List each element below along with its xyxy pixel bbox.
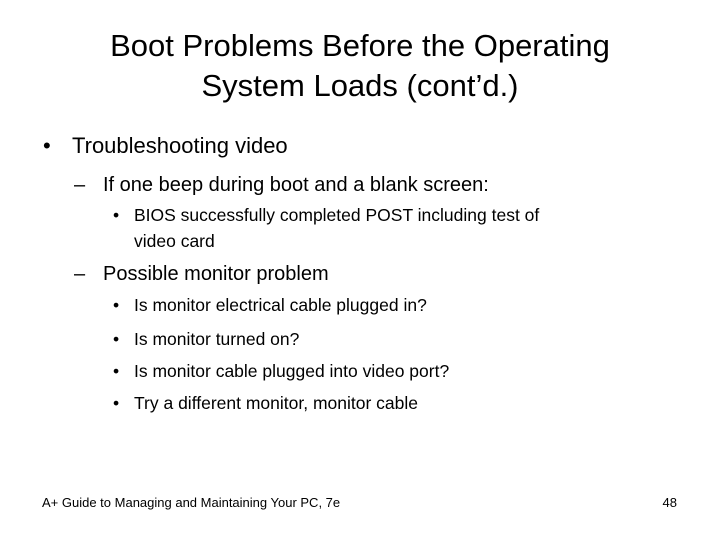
bullet-icon: •: [113, 205, 120, 225]
bullet-icon: •: [113, 295, 120, 315]
slide-title-line-1: Boot Problems Before the Operating: [110, 28, 610, 63]
detail-video-port: Is monitor cable plugged into video port?: [134, 361, 450, 381]
dash-icon: –: [74, 263, 86, 285]
page-number: 48: [662, 495, 677, 510]
slide-title-line-2: System Loads (cont’d.): [201, 68, 519, 103]
bullet-icon: •: [113, 361, 120, 381]
detail-bios-post: [134, 202, 539, 254]
slide-title: [40, 26, 680, 106]
bullet-troubleshooting-video: Troubleshooting video: [72, 133, 288, 158]
detail-monitor-on: Is monitor turned on?: [134, 329, 300, 349]
bullet-icon: •: [113, 329, 120, 349]
bullet-icon: •: [43, 133, 51, 158]
detail-bios-post-line-2: video card: [134, 231, 215, 251]
bullet-icon: •: [113, 393, 120, 413]
dash-icon: –: [74, 174, 86, 196]
footer-source: A+ Guide to Managing and Maintaining Your PC, 7e: [42, 495, 341, 510]
detail-different-monitor: Try a different monitor, monitor cable: [134, 393, 419, 413]
detail-electrical-cable: Is monitor electrical cable plugged in?: [134, 295, 427, 315]
detail-bios-post-line-1: BIOS successfully completed POST including test of: [134, 205, 540, 225]
subbullet-monitor-problem: Possible monitor problem: [103, 263, 329, 285]
subbullet-one-beep: If one beep during boot and a blank screen:: [103, 174, 489, 196]
